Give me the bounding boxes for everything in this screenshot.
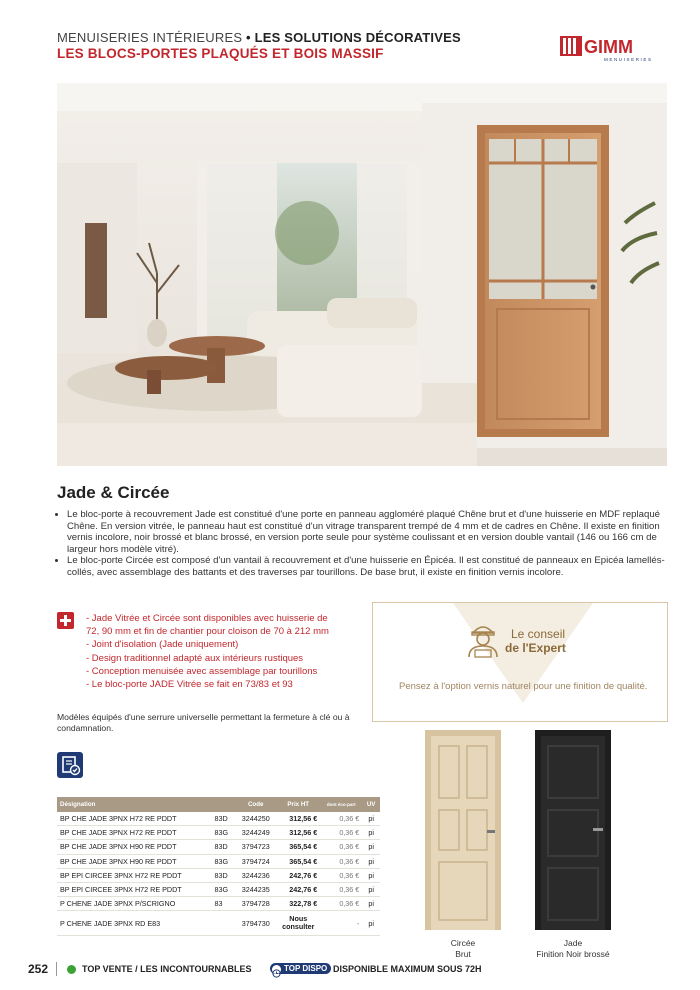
cell-uv: pi — [362, 826, 380, 840]
cell-designation: BP EPI CIRCEE 3PNX H72 RE PDDT — [57, 882, 211, 896]
door-name: Jade — [563, 938, 583, 948]
cell-size: 83 — [211, 897, 235, 911]
document-check-icon — [57, 752, 83, 778]
cell-size: 83G — [211, 826, 235, 840]
expert-title-strong: de l'Expert — [505, 641, 566, 655]
cell-uv: pi — [362, 868, 380, 882]
cell-size: 83D — [211, 868, 235, 882]
cell-eco: 0,36 € — [320, 812, 362, 826]
table-header-row — [57, 797, 380, 812]
cell-price: 312,56 € — [276, 812, 320, 826]
table-row — [57, 911, 380, 936]
cell-designation: BP CHE JADE 3PNX H72 RE PDDT — [57, 812, 211, 826]
clock-icon — [272, 965, 281, 974]
cell-designation: BP CHE JADE 3PNX H90 RE PDDT — [57, 840, 211, 854]
cell-uv: pi — [362, 854, 380, 868]
cell-price: 312,56 € — [276, 826, 320, 840]
cell-price: 365,54 € — [276, 840, 320, 854]
feature-list — [86, 612, 366, 691]
product-title: Jade & Circée — [57, 483, 170, 502]
cell-eco: 0,36 € — [320, 826, 362, 840]
cell-code: 3794728 — [235, 897, 276, 911]
expert-title: Le conseil — [511, 627, 566, 641]
lock-note: Modèles équipés d'une serrure universelle permettant la fermeture à clé ou à condamnation. — [57, 712, 350, 733]
cell-eco: 0,36 € — [320, 868, 362, 882]
cell-designation: BP CHE JADE 3PNX H72 RE PDDT — [57, 826, 211, 840]
cell-eco: 0,36 € — [320, 882, 362, 896]
door-photo-circee — [425, 730, 501, 930]
cell-designation: P CHENE JADE 3PNX P/SCRIGNO — [57, 897, 211, 911]
cell-price: 242,76 € — [276, 868, 320, 882]
table-row — [57, 897, 380, 911]
cell-price: Nous consulter — [276, 911, 320, 936]
section-label: LES SOLUTIONS DÉCORATIVES — [254, 30, 461, 45]
cell-designation: BP CHE JADE 3PNX H90 RE PDDT — [57, 854, 211, 868]
cell-code: 3244235 — [235, 882, 276, 896]
cell-uv: pi — [362, 911, 380, 936]
door-photo-jade — [535, 730, 611, 930]
cell-eco: 0,36 € — [320, 897, 362, 911]
cell-designation: BP EPI CIRCEE 3PNX H72 RE PDDT — [57, 868, 211, 882]
product-description — [57, 509, 669, 579]
legend-top-vente: TOP VENTE / LES INCONTOURNABLES — [82, 964, 252, 974]
expert-icon — [465, 619, 501, 664]
table-row — [57, 868, 380, 882]
door-finish: Finition Noir brossé — [536, 948, 610, 959]
description-item: • Le bloc-porte Circée est composé d'un vantail à recouvrement et d'une huisserie en Épicéa. Il est constitué de panneaux en Epicéa lamellés-collés, avec assemblage des battants et des traverses par tourillons. De base brut, il existe en finition vernis incolore. — [67, 555, 669, 578]
badge-label: TOP DISPO — [284, 964, 328, 973]
description-item: • Le bloc-porte à recouvrement Jade est constitué d'une porte en panneau aggloméré plaqué Chêne brut et d'une huisserie en MDF replaqué Chêne. En version vitrée, le panneau haut est constitué d'un vitrage transparent trempé de 4 mm et de cadres en Chêne. Il existe en finition vernis incolore, noir brossé et blanc brossé, en version porte seule pour système coulissant et en version double vantail (146 ou 166 cm de largeur hors modèle vitré). — [67, 509, 669, 555]
cell-size: 83G — [211, 882, 235, 896]
table-row — [57, 854, 380, 868]
top-vente-dot-icon — [67, 965, 76, 974]
brand-tagline: MENUISERIES — [604, 57, 653, 62]
col-price: Prix HT — [276, 797, 320, 812]
page-subtitle: LES BLOCS-PORTES PLAQUÉS ET BOIS MASSIF — [57, 46, 384, 61]
col-designation: Désignation — [57, 797, 235, 812]
cell-code: 3244249 — [235, 826, 276, 840]
door-finish: Brut — [455, 948, 471, 959]
cell-price: 322,78 € — [276, 897, 320, 911]
brand-name: GIMM — [584, 37, 633, 57]
feature-item: - Jade Vitrée et Circée sont disponibles avec huisserie de — [86, 613, 328, 624]
cell-code: 3794724 — [235, 854, 276, 868]
cell-size: 83D — [211, 812, 235, 826]
feature-item: 72, 90 mm et fin de chantier pour cloison de 70 à 212 mm — [86, 626, 329, 638]
cell-size: 83D — [211, 840, 235, 854]
cell-eco: 0,36 € — [320, 840, 362, 854]
feature-item: - Joint d'isolation (Jade uniquement) — [86, 639, 239, 651]
cell-code: 3794730 — [235, 911, 276, 936]
expert-text: Pensez à l'option vernis naturel pour une finition de qualité. — [399, 681, 648, 692]
table-row — [57, 882, 380, 896]
feature-item: - Design traditionnel adapté aux intérieurs rustiques — [86, 652, 304, 664]
cell-size: 83G — [211, 854, 235, 868]
table-row — [57, 840, 380, 854]
col-code: Code — [235, 797, 276, 812]
footer-divider — [56, 962, 57, 976]
cell-uv: pi — [362, 897, 380, 911]
feature-item: - Conception menuisée avec assemblage par tourillons — [86, 665, 318, 677]
cell-eco: 0,36 € — [320, 854, 362, 868]
cell-eco: - — [320, 911, 362, 936]
page-number: 252 — [28, 962, 49, 976]
cell-code: 3794723 — [235, 840, 276, 854]
table-row — [57, 826, 380, 840]
cell-designation: P CHENE JADE 3PNX RD E83 — [57, 911, 211, 936]
col-eco: dont éco-part — [320, 797, 362, 812]
legend-top-dispo: DISPONIBLE MAXIMUM SOUS 72H — [333, 964, 482, 974]
cell-uv: pi — [362, 882, 380, 896]
cell-code: 3244250 — [235, 812, 276, 826]
cell-uv: pi — [362, 812, 380, 826]
table-row — [57, 812, 380, 826]
door-name: Circée — [450, 938, 476, 948]
cell-size — [211, 911, 235, 936]
product-table — [57, 797, 380, 936]
door-caption-circee — [425, 938, 501, 959]
category-label: MENUISERIES INTÉRIEURES — [57, 30, 243, 45]
col-uv: UV — [362, 797, 380, 812]
feature-item: - Le bloc-porte JADE Vitrée se fait en 73/83 et 93 — [86, 679, 293, 691]
category-header: MENUISERIES INTÉRIEURES • LES SOLUTIONS DÉCORATIVES — [57, 30, 461, 45]
cell-code: 3244236 — [235, 868, 276, 882]
cell-uv: pi — [362, 840, 380, 854]
brand-logo — [560, 34, 660, 62]
plus-icon — [57, 612, 74, 629]
interior-photo — [57, 83, 667, 466]
cell-price: 365,54 € — [276, 854, 320, 868]
cell-price: 242,76 € — [276, 882, 320, 896]
expert-advice-box — [372, 602, 668, 722]
door-caption-jade — [515, 938, 631, 959]
